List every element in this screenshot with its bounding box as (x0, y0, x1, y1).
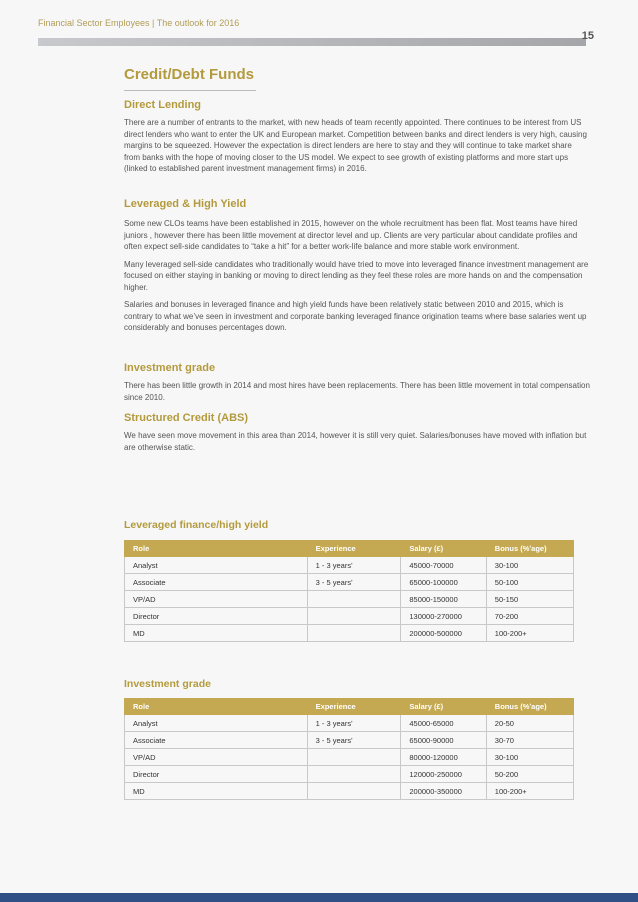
table-cell: Analyst (125, 715, 308, 732)
section-heading: Leveraged & High Yield (124, 198, 247, 210)
table-row (125, 574, 574, 591)
column-header: Salary (£) (401, 699, 486, 715)
paragraph: We have seen move movement in this area than 2014, however it is still very quiet. Salaries/bonuses have moved with inflation but are otherwise static. (124, 431, 587, 452)
table-cell (307, 783, 401, 800)
table-cell: 1 - 3 yearsʹ (307, 557, 401, 574)
column-header: Role (125, 541, 308, 557)
title-underline (124, 90, 256, 91)
compensation-table-leveraged (124, 540, 574, 642)
table-row (125, 608, 574, 625)
column-header: Bonus (%ʹage) (486, 699, 573, 715)
paragraph: Salaries and bonuses in leveraged finance and high yield funds have been relatively static between 2010 and 2015, which is contrary to what we’ve seen in investment and corporate banking leveraged finance origination teams where base salaries went up considerably and bonuses percentages down. (124, 300, 587, 332)
table-cell: MD (125, 625, 308, 642)
section-heading: Structured Credit (ABS) (124, 412, 249, 424)
table-cell: 30-100 (486, 749, 573, 766)
table-cell: Director (125, 766, 308, 783)
section-investment-grade (124, 362, 590, 403)
table-header-row (125, 699, 574, 715)
table-cell: 100-200+ (486, 783, 573, 800)
table-header-row (125, 541, 574, 557)
paragraph: Some new CLOs teams have been established in 2015, however on the whole recruitment has been flat. Most teams have hired juniors , however there has been little movement at director level and up. Clients are very particular about candidate profiles and often expect sell-side candidates to “take a hit” for a better work-life balance and more stable work environment. (124, 219, 578, 251)
table-cell: 45000-70000 (401, 557, 486, 574)
table-cell: 65000-90000 (401, 732, 486, 749)
table-title-leveraged: Leveraged finance/high yield (124, 519, 269, 531)
table-cell: Director (125, 608, 308, 625)
section-heading: Investment grade (124, 362, 216, 374)
table-cell: 50-200 (486, 766, 573, 783)
table-row (125, 766, 574, 783)
table-cell (307, 591, 401, 608)
table-cell: 3 - 5 yearsʹ (307, 574, 401, 591)
paragraph: There has been little growth in 2014 and most hires have been replacements. There has been little movement in total compensation since 2010. (124, 381, 590, 402)
column-header: Bonus (%ʹage) (486, 541, 573, 557)
table-cell: 45000-65000 (401, 715, 486, 732)
table-row (125, 591, 574, 608)
table-cell: 85000-150000 (401, 591, 486, 608)
table-cell: 65000-100000 (401, 574, 486, 591)
table-row (125, 783, 574, 800)
table-cell (307, 608, 401, 625)
header-rule-bar (38, 38, 586, 46)
table-cell: 50-100 (486, 574, 573, 591)
table-cell: 130000-270000 (401, 608, 486, 625)
table-cell: 20-50 (486, 715, 573, 732)
section-leveraged-high-yield (124, 198, 590, 334)
paragraph: There are a number of entrants to the market, with new heads of team recently appointed. There continues to be interest from US direct lenders who want to enter the UK and European market. Competition between banks and direct lenders is very high, causing margins to be squeezed. However the expectation is direct lenders are here to stay and they will continue to take market share from banks with the hope of moving closer to the US model. We expect to see growth of existing platforms and more start ups (linked to established parent investment management firms) in 2016. (124, 118, 587, 173)
main-content (124, 66, 590, 452)
table-cell: Associate (125, 732, 308, 749)
table-cell: Associate (125, 574, 308, 591)
table-cell: Analyst (125, 557, 308, 574)
section-heading: Direct Lending (124, 99, 202, 111)
column-header: Salary (£) (401, 541, 486, 557)
table-cell: 30-100 (486, 557, 573, 574)
column-header: Experience (307, 541, 401, 557)
section-direct-lending (124, 99, 590, 175)
compensation-table-investment-grade (124, 698, 574, 800)
table-cell: 3 - 5 yearsʹ (307, 732, 401, 749)
column-header: Role (125, 699, 308, 715)
table-cell (307, 766, 401, 783)
table-cell: MD (125, 783, 308, 800)
footer-bar (0, 893, 638, 902)
table-cell (307, 625, 401, 642)
paragraph: Many leveraged sell-side candidates who traditionally would have tried to move into leveraged finance investment management are focused on either staying in banking or moving to direct lending as they feel these roles are more hands on and the compensation higher. (124, 259, 589, 292)
section-structured-credit (124, 412, 590, 453)
page-number: 15 (581, 30, 594, 42)
table-cell: 80000-120000 (401, 749, 486, 766)
table-row (125, 732, 574, 749)
column-header: Experience (307, 699, 401, 715)
table-row (125, 749, 574, 766)
table-cell: 200000-350000 (401, 783, 486, 800)
running-header: Financial Sector Employees | The outlook for 2016 (38, 18, 240, 28)
table-cell: 1 - 3 yearsʹ (307, 715, 401, 732)
table-row (125, 625, 574, 642)
table-title-investment-grade: Investment grade (124, 678, 211, 690)
table-cell: 70-200 (486, 608, 573, 625)
page-title: Credit/Debt Funds (124, 66, 254, 83)
table-cell: 100-200+ (486, 625, 573, 642)
table-cell: 200000-500000 (401, 625, 486, 642)
table-row (125, 557, 574, 574)
table-cell: VP/AD (125, 591, 308, 608)
table-cell: 120000-250000 (401, 766, 486, 783)
table-cell: 30-70 (486, 732, 573, 749)
table-cell (307, 749, 401, 766)
table-row (125, 715, 574, 732)
table-cell: VP/AD (125, 749, 308, 766)
table-cell: 50-150 (486, 591, 573, 608)
